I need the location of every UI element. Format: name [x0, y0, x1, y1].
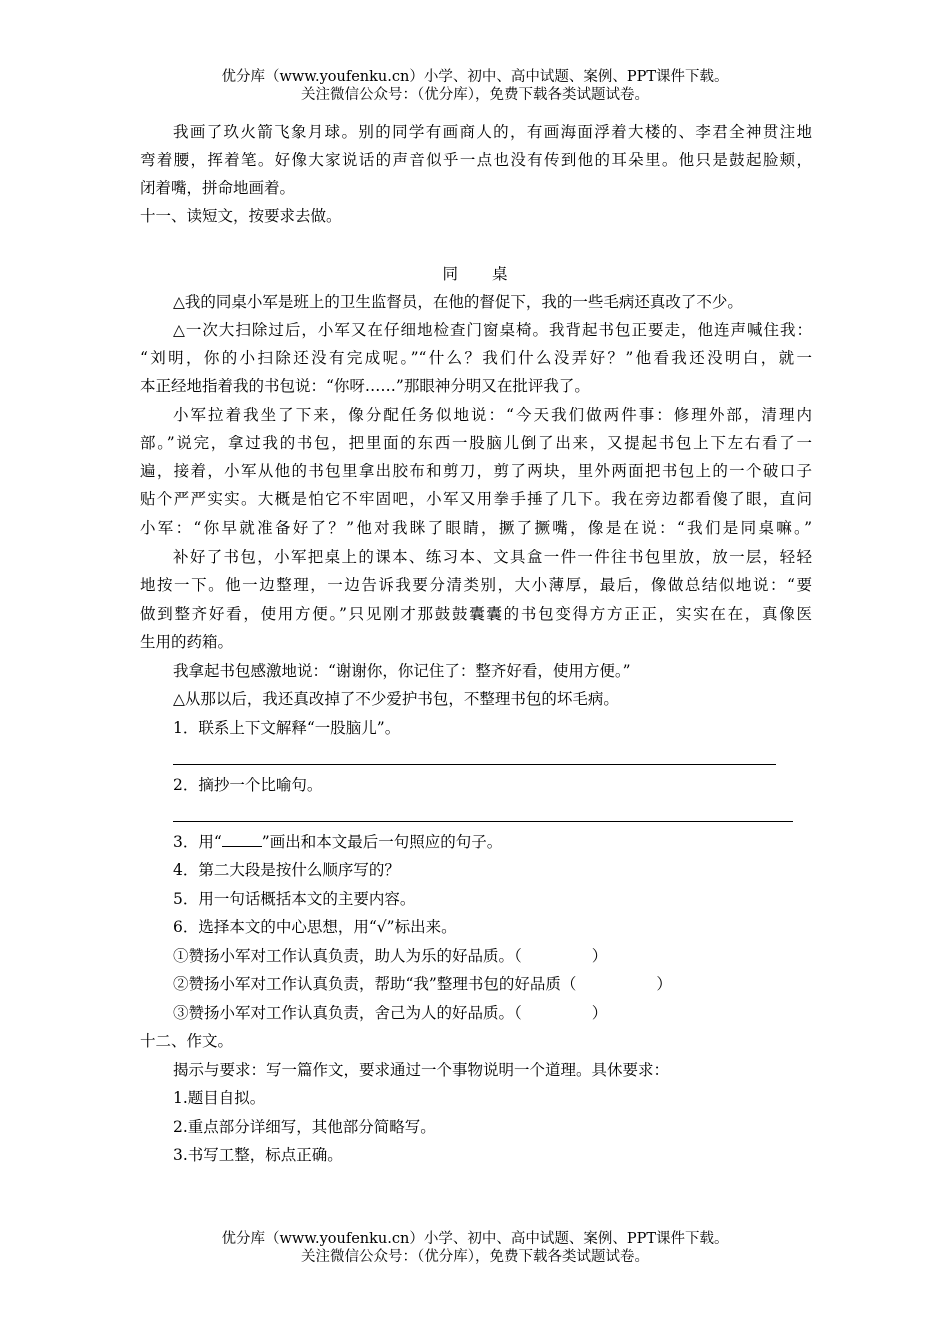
- paragraph-4-line-2: 地按一下。他一边整理，一边告诉我要分清类别，大小薄厚，最后，像做总结似地说：“要: [140, 576, 812, 594]
- question-6: 6．选择本文的中心思想，用“√”标出来。: [173, 918, 457, 936]
- paragraph-3-line-5: 小军：“你早就准备好了？”他对我眯了眼睛，撅了撅嘴，像是在说：“我们是同桌嘛。”: [140, 519, 812, 537]
- paragraph-3-line-1: 小军拉着我坐了下来，像分配任务似地说：“今天我们做两件事：修理外部，清理内: [173, 406, 812, 424]
- question-4: 4．第二大段是按什么顺序写的？: [173, 861, 400, 879]
- page-footer: [0, 1230, 950, 1266]
- paragraph-3-line-2: 部。”说完，拿过我的书包，把里面的东西一股脑儿倒了出来，又提起书包上下左右看了一: [140, 434, 812, 452]
- section-11-heading: 十一、读短文，按要求去做。: [140, 207, 342, 225]
- essay-prompt: 揭示与要求：写一篇作文，要求通过一个事物说明一个道理。具休要求：: [173, 1061, 670, 1079]
- section-12-heading: 十二、作文。: [140, 1032, 234, 1050]
- paragraph-6: △从那以后，我还真改掉了不少爱护书包，不整理书包的坏毛病。: [173, 690, 619, 708]
- underline-mark: [222, 832, 262, 847]
- question-5: 5．用一句话概括本文的主要内容。: [173, 890, 416, 908]
- choice-option-2-text: ②赞扬小军对工作认真负责，帮助“我”整理书包的好品质（: [173, 975, 577, 993]
- paragraph-3-line-3: 遍，接着，小军从他的书包里拿出胶布和剪刀，剪了两块，里外两面把书包上的一个破口子: [140, 462, 812, 480]
- paragraph-4-line-4: 生用的药箱。: [140, 633, 234, 651]
- paragraph-2-line-1: △一次大扫除过后，小军又在仔细地检查门窗桌椅。我背起书包正要走，他连声喊住我：: [173, 321, 812, 339]
- choice-option-3-close: ）: [591, 1004, 608, 1022]
- paragraph-2-line-3: 本正经地指着我的书包说：“你呀……”那眼神分明又在批评我了。: [140, 377, 590, 395]
- intro-line-2: 弯着腰，挥着笔。好像大家说话的声音似乎一点也没有传到他的耳朵里。他只是鼓起脸颊，: [140, 151, 812, 169]
- requirement-3: 3.书写工整，标点正确。: [173, 1146, 343, 1164]
- paragraph-2-line-2: “刘明，你的小扫除还没有完成呢。”“什么？我们什么没弄好？”他看我还没明白，就一: [140, 349, 812, 367]
- intro-line-1: 我画了玖火箭飞象月球。别的同学有画商人的，有画海面浮着大楼的、李君全神贯注地: [173, 123, 812, 141]
- question-3: [173, 832, 502, 852]
- requirement-1: 1.题目自拟。: [173, 1089, 266, 1107]
- footer-line-1: 优分库（www.youfenku.cn）小学、初中、高中试题、案例、PPT课件下载。: [221, 1231, 729, 1247]
- choice-option-2-close: ）: [656, 975, 672, 993]
- footer-line-2: 关注微信公众号：（优分库），免费下载各类试题试卷。: [301, 1249, 649, 1265]
- question-3-end: ”画出和本文最后一句照应的句子。: [261, 833, 503, 851]
- paragraph-4-line-3: 做到整齐好看，使用方便。”只见刚才那鼓鼓囊囊的书包变得方方正正，实实在在，真像医: [140, 605, 812, 623]
- paragraph-1: △我的同桌小军是班上的卫生监督员，在他的督促下，我的一些毛病还真改了不少。: [173, 293, 743, 311]
- question-1: 1．联系上下文解释“一股脑儿”。: [173, 719, 401, 737]
- intro-line-3: 闭着嘴，拼命地画着。: [140, 179, 296, 197]
- paragraph-4-line-1: 补好了书包，小军把桌上的课本、练习本、文具盒一件一件往书包里放，放一层，轻轻: [173, 548, 812, 566]
- question-2: 2．摘抄一个比喻句。: [173, 776, 323, 794]
- choice-option-3[interactable]: [173, 1003, 607, 1023]
- choice-option-1-close: ）: [591, 947, 608, 965]
- paragraph-3-line-4: 贴个严严实实。大概是怕它不牢固吧，小军又用拳手捶了几下。我在旁边都看傻了眼，直问: [140, 490, 812, 508]
- answer-line-2[interactable]: [173, 821, 793, 822]
- passage-title: 同桌: [442, 265, 542, 283]
- header-line-1: 优分库（www.youfenku.cn）小学、初中、高中试题、案例、PPT课件下载。: [221, 69, 729, 85]
- question-3-start: 3．用“: [173, 833, 222, 851]
- answer-line-1[interactable]: [173, 764, 776, 765]
- page-header: [0, 68, 950, 104]
- requirement-2: 2.重点部分详细写，其他部分简略写。: [173, 1118, 436, 1136]
- header-line-2: 关注微信公众号：（优分库），免费下载各类试题试卷。: [301, 87, 649, 103]
- choice-option-1[interactable]: [173, 946, 607, 966]
- choice-option-2[interactable]: [173, 974, 672, 994]
- choice-option-3-text: ③赞扬小军对工作认真负责，舍己为人的好品质。（: [173, 1004, 522, 1022]
- choice-option-1-text: ①赞扬小军对工作认真负责，助人为乐的好品质。（: [173, 947, 522, 965]
- paragraph-5: 我拿起书包感激地说：“谢谢你，你记住了：整齐好看，使用方便。”: [173, 662, 631, 680]
